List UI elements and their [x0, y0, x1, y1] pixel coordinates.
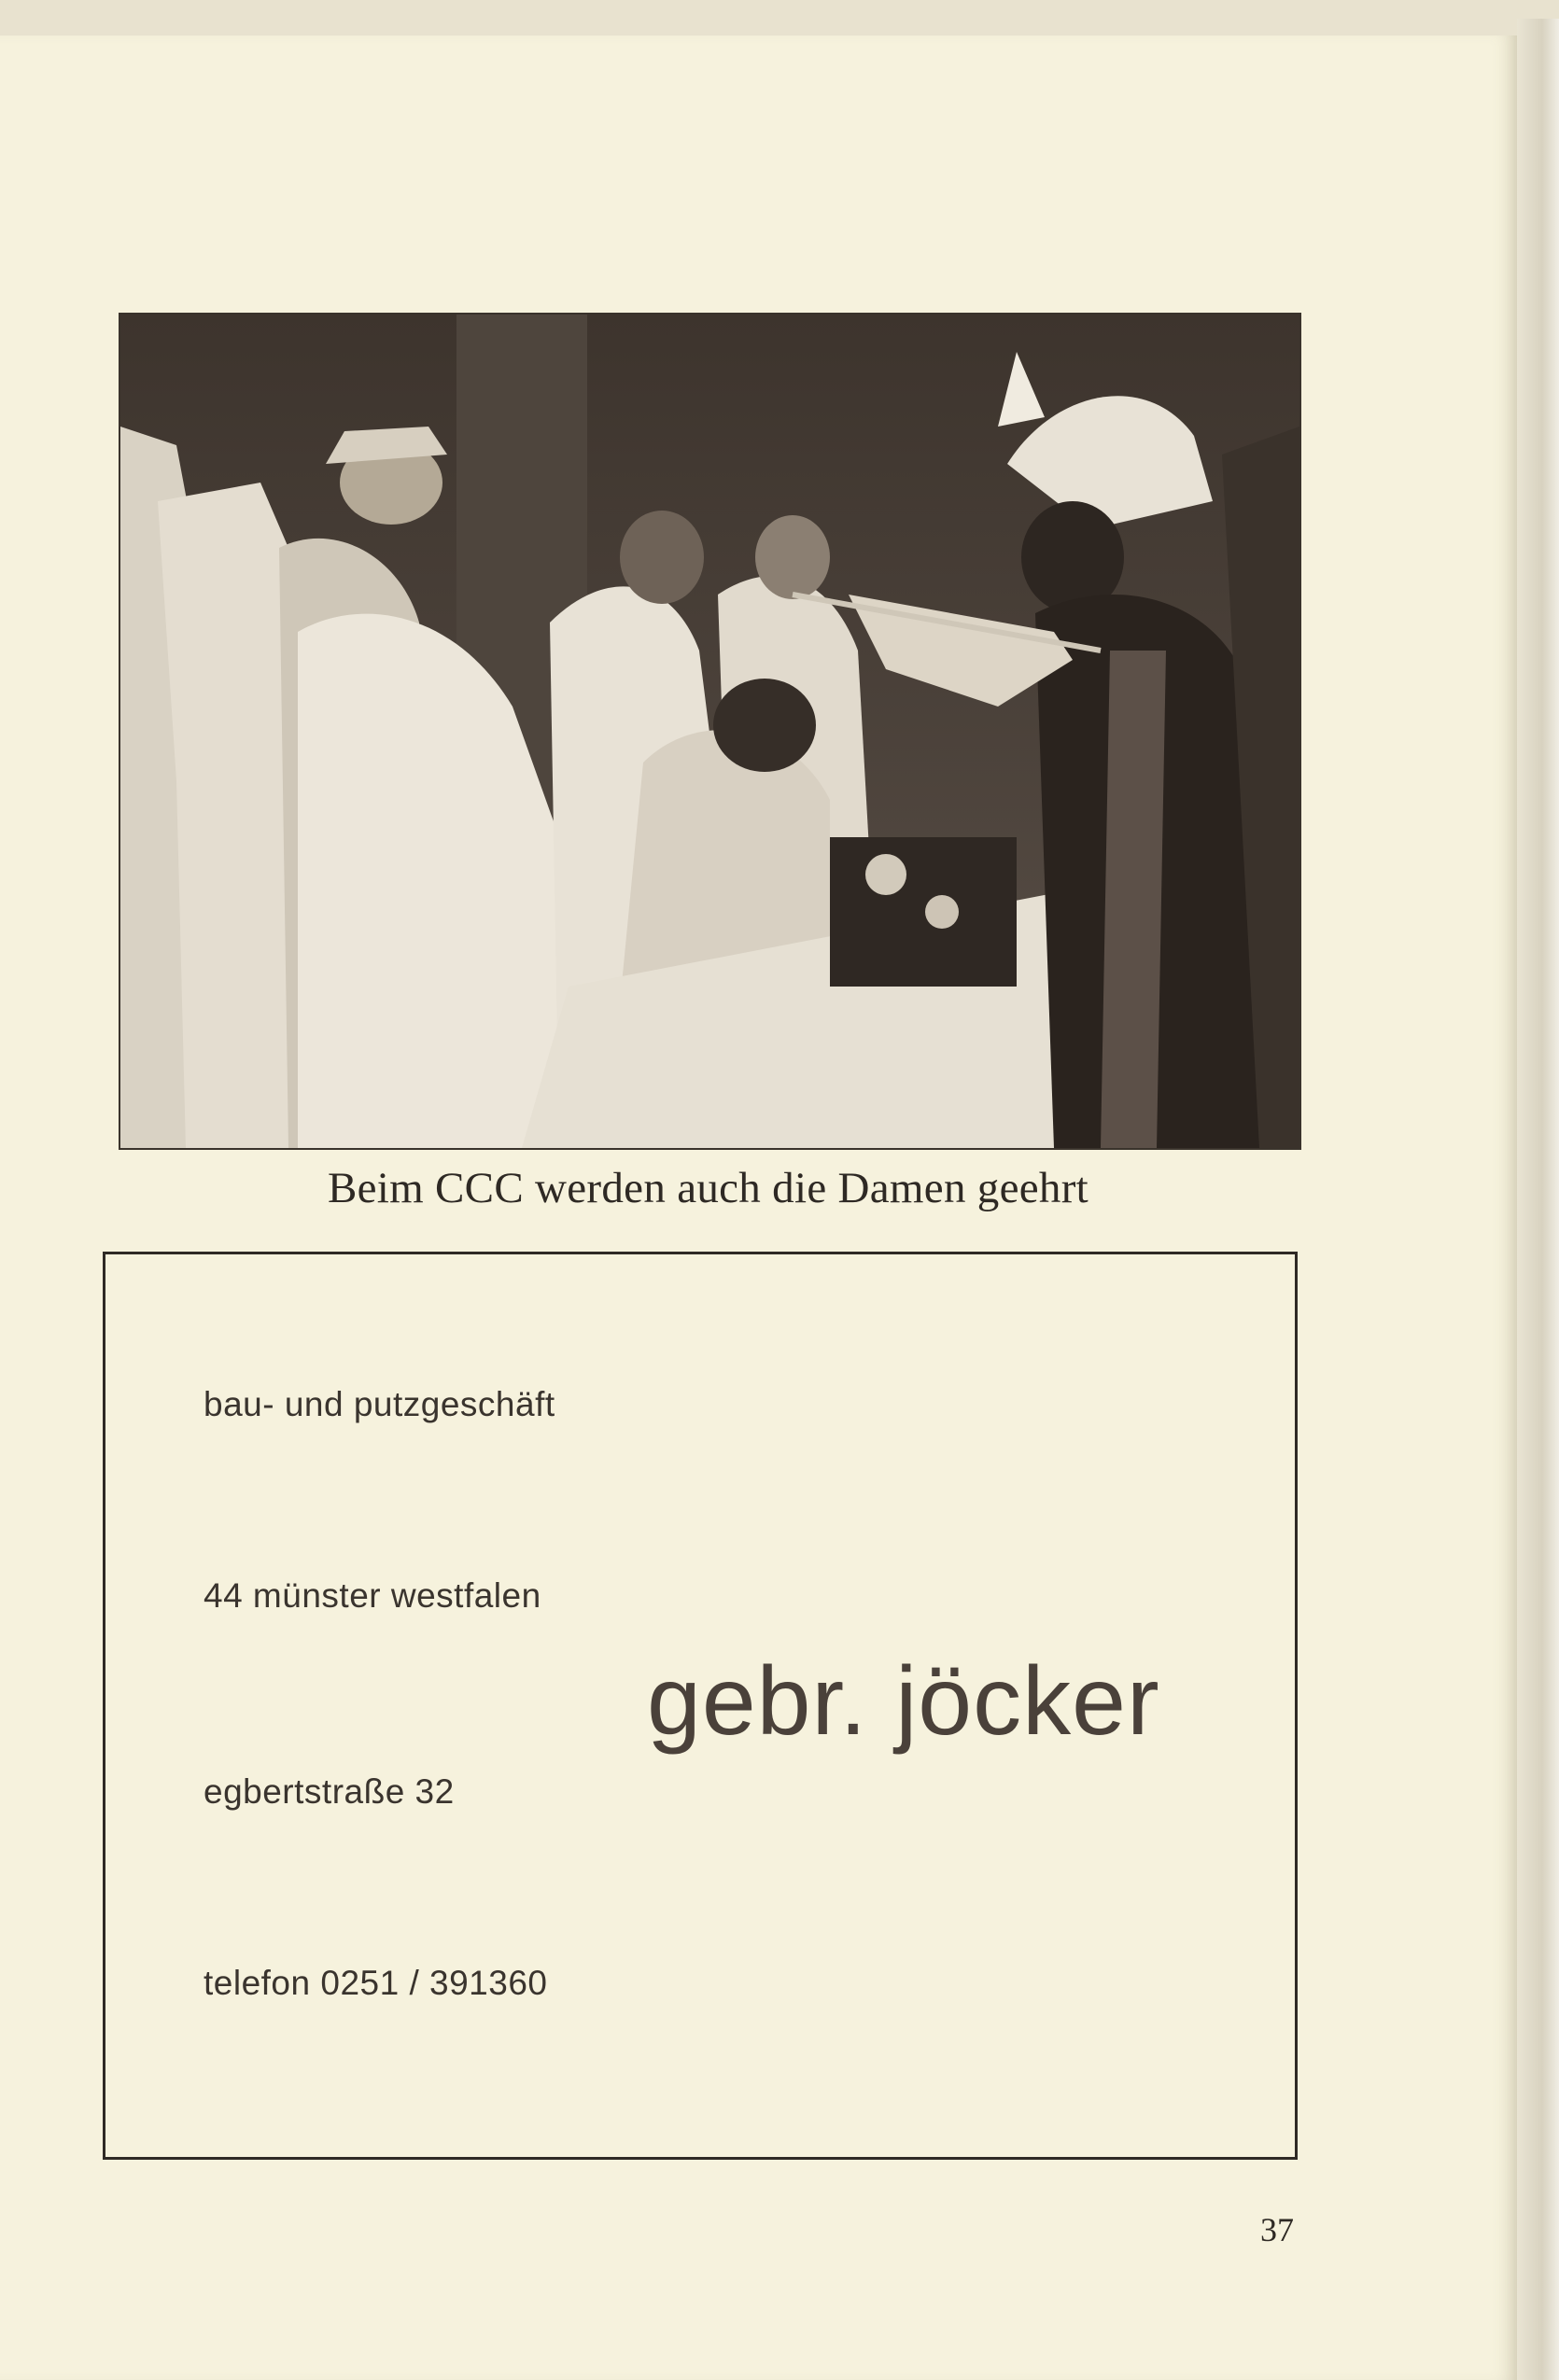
- advertisement-box: [103, 1252, 1298, 2160]
- page: [0, 35, 1517, 2380]
- city: 44 münster westfalen: [204, 1576, 541, 1615]
- event-photo: [119, 313, 1301, 1150]
- photo-caption: Beim CCC werden auch die Damen geehrt: [327, 1164, 1089, 1212]
- page-edge: [1517, 19, 1559, 2380]
- business-type: bau- und putzgeschäft: [204, 1385, 555, 1423]
- brand-name: gebr. jöcker: [647, 1647, 1160, 1756]
- phone-number: telefon 0251 / 391360: [204, 1964, 548, 2002]
- street-address: egbertstraße 32: [204, 1772, 455, 1811]
- page-number: 37: [1260, 2211, 1294, 2248]
